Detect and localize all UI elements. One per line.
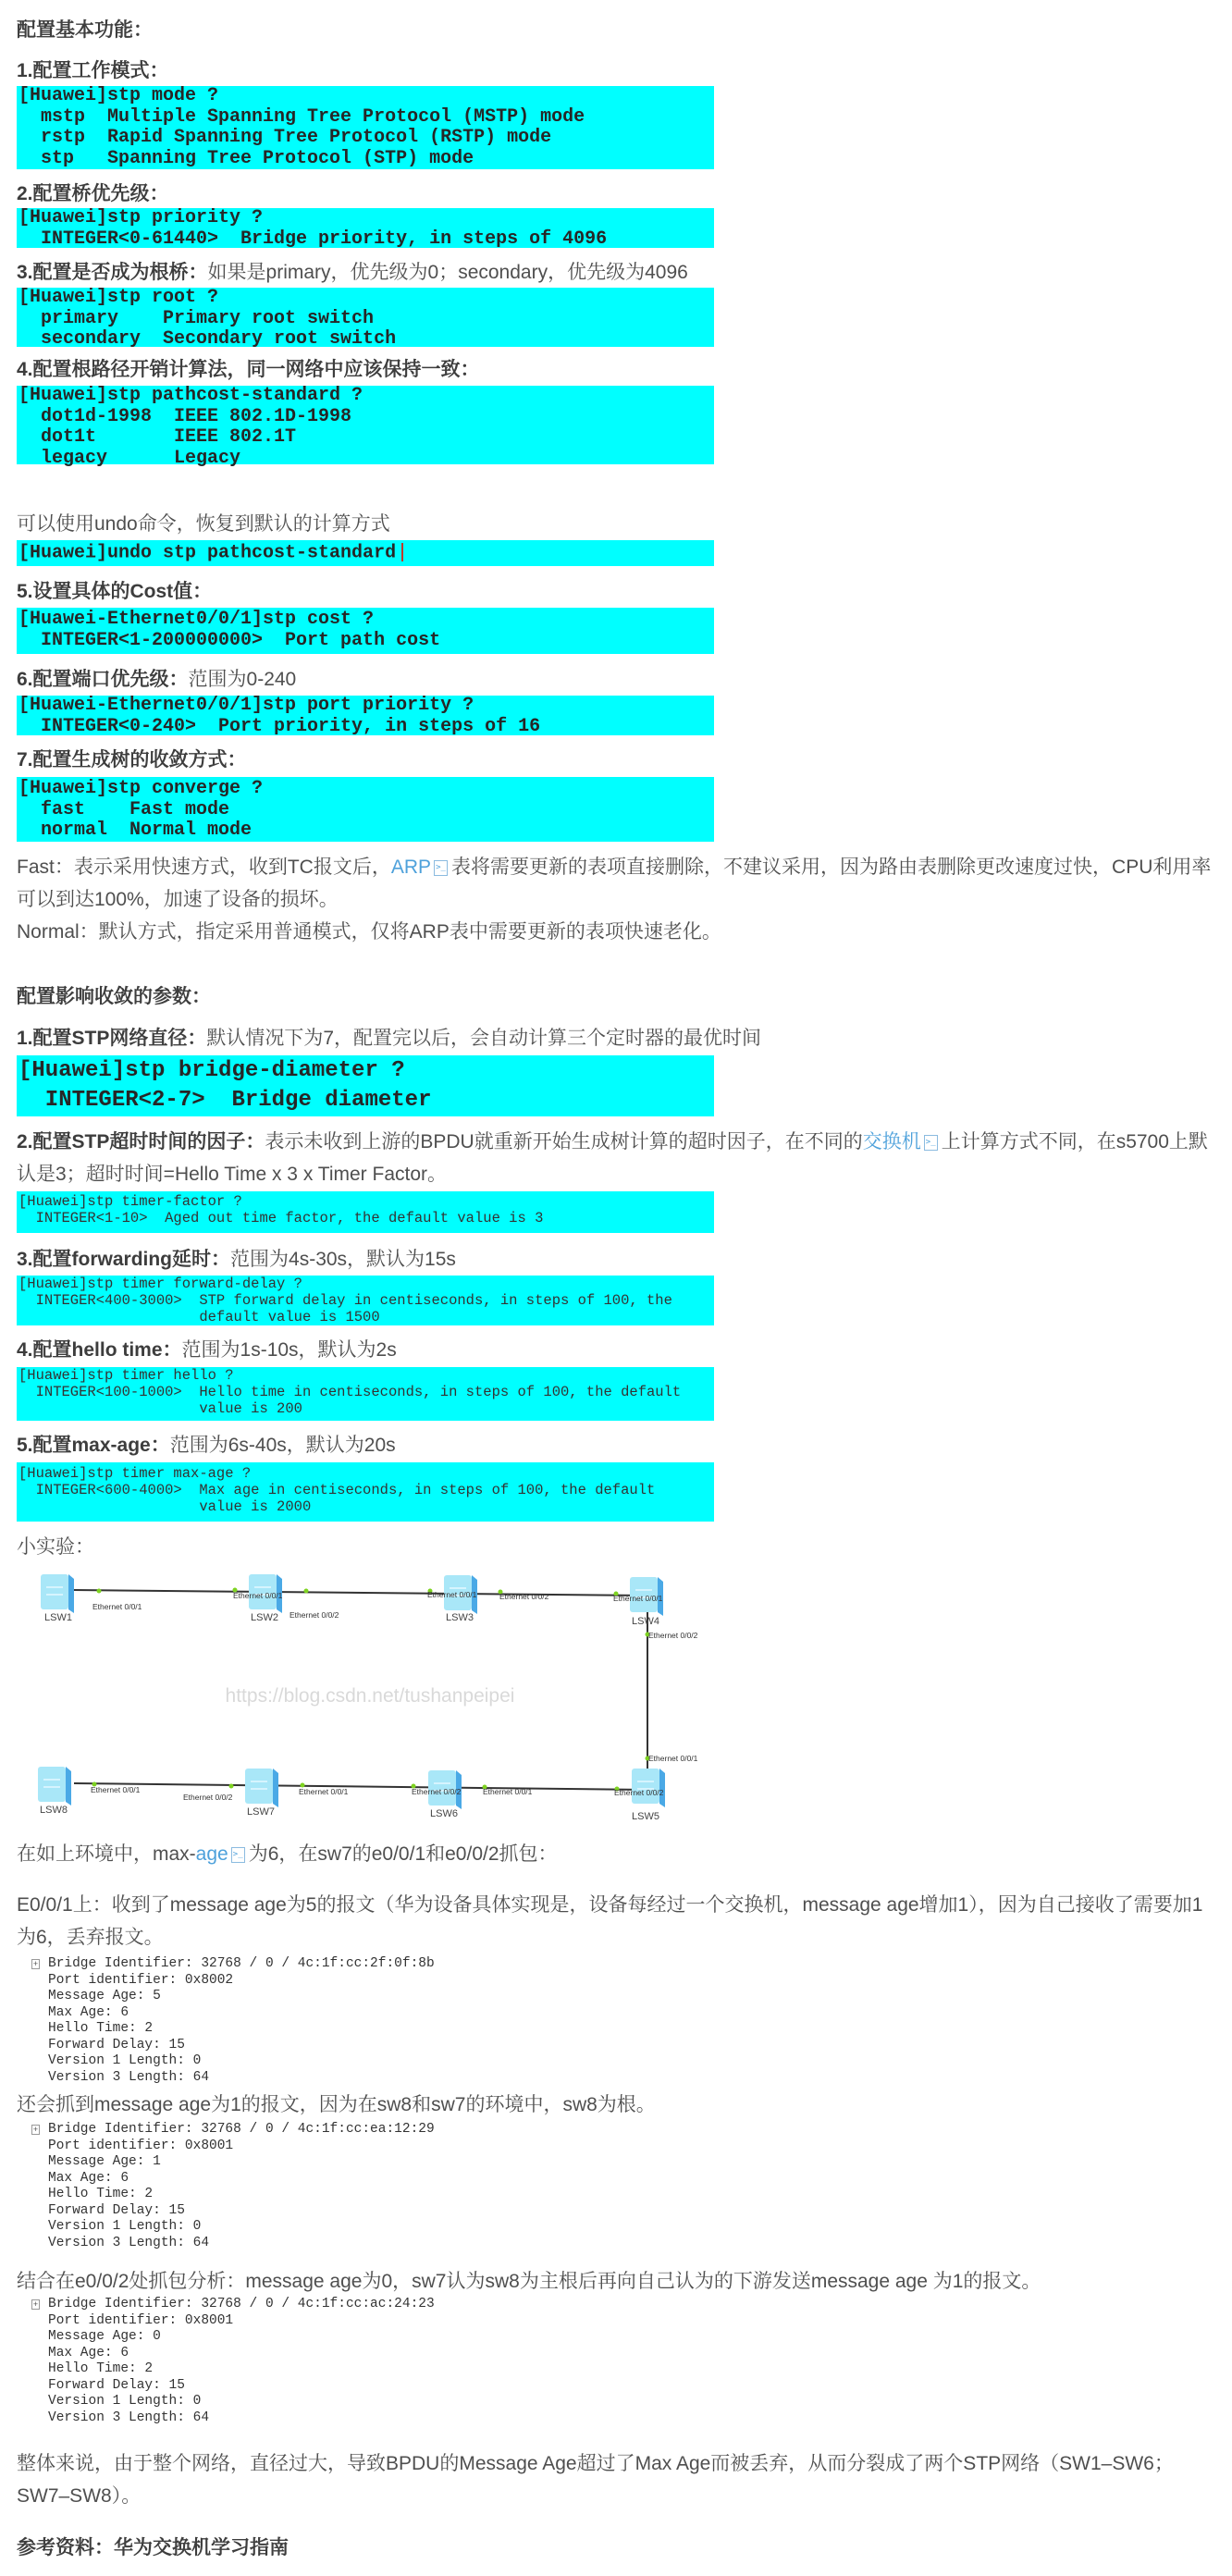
network-topology-diagram (0, 1563, 721, 1831)
code-line-text: rstp Rapid Spanning Tree Protocol (RSTP) mode (18, 127, 552, 148)
packet-field-text: Max Age: 6 (48, 2345, 129, 2360)
terminal-icon: >_ (231, 1847, 245, 1863)
code-line-text: INTEGER<0-61440> Bridge priority, in steps of 4096 (18, 228, 608, 250)
normal-mode-paragraph: Normal：默认方式，指定采用普通模式，仅将ARP表中需要更新的表项快速老化。 (17, 921, 721, 943)
code-line-text: [Huawei-Ethernet0/0/1]stp port priority ? (18, 695, 474, 716)
packet-field (31, 2154, 435, 2171)
heading-max-age: 5.配置max-age： (17, 1435, 170, 1456)
switch-node[interactable] (245, 1769, 278, 1818)
port-label: Ethernet 0/0/2 (614, 1788, 664, 1797)
code-line (18, 1086, 714, 1115)
code-line (18, 1400, 714, 1417)
port-label: Ethernet 0/0/1 (648, 1754, 698, 1763)
code-line-text: [Huawei-Ethernet0/0/1]stp cost ? (18, 609, 375, 630)
e001-paragraph: E0/0/1上：收到了message age为5的报文（华为设备具体实现是，设备每经过一个交换机，message age增加1），因为自己接收了需要加1为6，丢弃报文。 (17, 1894, 1203, 1948)
switch-label: LSW7 (247, 1806, 275, 1818)
switch-icon (38, 1767, 66, 1802)
code-line (18, 229, 714, 251)
packet-field-text: Message Age: 5 (48, 1989, 161, 2003)
network-link (74, 1590, 647, 1596)
code-line (18, 107, 714, 129)
packet-field-text: Version 3 Length: 64 (48, 2069, 210, 2085)
packet-field (31, 2410, 435, 2427)
packet-field-text: Version 1 Length: 0 (48, 2053, 202, 2068)
code-line-text: normal Normal mode (18, 820, 253, 841)
code-line-text: INTEGER<400-3000> STP forward delay in centiseconds, in steps of 100, the (18, 1292, 672, 1309)
switch-node[interactable] (41, 1574, 74, 1623)
heading-diameter: 1.配置STP网络直径： (17, 1028, 207, 1049)
port-dot (97, 1589, 102, 1594)
packet-field (31, 2053, 435, 2070)
packet-field-text: Bridge Identifier: 32768 / 0 / 4c:1f:cc:2f:0f:8b (48, 1956, 435, 1971)
packet-field (31, 1989, 435, 2005)
code-line-text: [Huawei]stp timer forward-delay ? (18, 1276, 302, 1292)
packet-field (31, 2297, 435, 2313)
packet-field-text: Forward Delay: 15 (48, 2202, 185, 2218)
code-block-port-priority (17, 696, 714, 735)
switch-label: LSW3 (446, 1612, 474, 1623)
code-line (18, 1056, 714, 1086)
code-line-text: fast Fast mode (18, 798, 230, 820)
heading-pathcost: 4.配置根路径开销计算法，同一网络中应该保持一致： (17, 359, 480, 380)
packet-detail-2 (31, 2122, 435, 2251)
packet-field (31, 1956, 435, 1973)
code-line-text: [Huawei]stp mode ? (18, 85, 219, 106)
code-line (18, 1292, 714, 1309)
heading-port-priority: 6.配置端口优先级： (17, 669, 189, 690)
text-cursor (401, 543, 403, 561)
switch-label: LSW1 (44, 1612, 72, 1623)
age-link[interactable]: age (195, 1843, 228, 1865)
code-line (18, 288, 714, 309)
code-block-diameter (17, 1055, 714, 1116)
code-line (18, 86, 714, 107)
code-line-text: INTEGER<0-240> Port priority, in steps of 16 (18, 715, 541, 737)
code-line-text: default value is 1500 (18, 1309, 380, 1325)
heading-root-bridge-row (17, 259, 688, 287)
heading-diameter-row (17, 1025, 761, 1053)
packet-field (31, 2038, 435, 2054)
timer-factor-text-rest: 上计算方式不同，在s5700上默认是3；超时时间=Hello Time x 3 x Timer Factor。 (17, 1131, 1208, 1185)
forward-delay-note: 范围为4s-30s，默认为15s (230, 1249, 456, 1270)
heading-root-bridge: 3.配置是否成为根桥： (17, 262, 208, 283)
port-label: Ethernet 0/0/1 (92, 1602, 142, 1611)
switch-icon (41, 1574, 68, 1609)
terminal-icon: >_ (434, 860, 448, 876)
heading-hello: 4.配置hello time： (17, 1339, 182, 1361)
code-line-text: [Huawei]stp priority ? (18, 207, 264, 228)
heading-cost: 5.设置具体的Cost值： (17, 581, 213, 602)
packet-field (31, 2313, 435, 2330)
diameter-note: 默认情况下为7，配置完以后，会自动计算三个定时器的最优时间 (206, 1028, 762, 1049)
code-line (18, 329, 714, 351)
fast-mode-paragraph (17, 851, 1219, 916)
code-line-text: value is 2000 (18, 1498, 312, 1515)
packet-field-text: Message Age: 1 (48, 2154, 161, 2169)
watermark: https://blog.csdn.net/tushanpeipei (225, 1685, 515, 1707)
expand-tree-icon[interactable]: + (32, 2300, 39, 2310)
environment-paragraph (17, 1841, 558, 1868)
port-label: Ethernet 0/0/1 (427, 1590, 477, 1599)
section-title-convergence: 配置影响收敛的参数： (17, 986, 211, 1007)
packet-field (31, 2187, 435, 2203)
packet-field-text: Forward Delay: 15 (48, 2377, 185, 2393)
root-bridge-note: 如果是primary，优先级为0；secondary，优先级为4096 (207, 262, 688, 283)
code-line-text: INTEGER<1-10> Aged out time factor, the default value is 3 (18, 1210, 544, 1226)
code-line-text: [Huawei]stp bridge-diameter ? (18, 1058, 405, 1083)
port-label: Ethernet 0/0/2 (648, 1631, 698, 1640)
terminal-icon: >_ (924, 1135, 938, 1151)
packet-field-text: Hello Time: 2 (48, 2187, 154, 2201)
packet-field (31, 2378, 435, 2395)
packet-field-text: Port identifier: 0x8001 (48, 2312, 234, 2328)
code-line (18, 427, 714, 449)
switch-label: LSW6 (430, 1808, 458, 1819)
heading-converge: 7.配置生成树的收敛方式： (17, 749, 247, 770)
hello-note: 范围为1s-10s，默认为2s (181, 1339, 397, 1361)
packet-field-text: Forward Delay: 15 (48, 2037, 185, 2052)
port-label: Ethernet 0/0/2 (499, 1592, 549, 1601)
experiment-title: 小实验： (17, 1536, 94, 1558)
heading-forward-delay: 3.配置forwarding延时： (17, 1249, 231, 1270)
packet-field-text: Bridge Identifier: 32768 / 0 / 4c:1f:cc:ea:12:29 (48, 2122, 435, 2137)
packet-field (31, 2219, 435, 2236)
port-label: Ethernet 0/0/1 (233, 1591, 283, 1600)
code-block-stp-priority (17, 208, 714, 248)
expand-tree-icon[interactable]: + (32, 1960, 39, 1969)
packet-detail-3 (31, 2297, 435, 2426)
code-line (18, 1309, 714, 1325)
network-link (74, 1783, 647, 1790)
heading-forward-delay-row (17, 1246, 456, 1274)
packet-field (31, 2236, 435, 2252)
heading-bridge-priority: 2.配置桥优先级： (17, 183, 169, 204)
environment-text: 在如上环境中，max- (17, 1843, 196, 1865)
undo-command: [Huawei]undo stp pathcost-standard (18, 542, 397, 564)
code-line-text: [Huawei]stp timer-factor ? (18, 1193, 242, 1210)
code-line-text: [Huawei]stp timer hello ? (18, 1367, 234, 1384)
packet-field-text: Bridge Identifier: 32768 / 0 / 4c:1f:cc:ac:24:23 (48, 2297, 435, 2311)
packet-field-text: Version 1 Length: 0 (48, 2394, 202, 2409)
code-line-text: stp Spanning Tree Protocol (STP) mode (18, 147, 474, 169)
code-line (18, 208, 714, 229)
port-dot (304, 1589, 309, 1594)
code-line-text: [Huawei]stp root ? (18, 287, 219, 308)
packet-field-text: Port identifier: 0x8002 (48, 1972, 234, 1988)
code-line-text: dot1t IEEE 802.1T (18, 426, 297, 448)
code-line-text: INTEGER<2-7> Bridge diameter (18, 1088, 432, 1113)
packet-field (31, 2171, 435, 2188)
heading-port-priority-row (17, 666, 296, 694)
code-line (18, 717, 714, 738)
heading-max-age-row (17, 1432, 396, 1460)
port-dot (229, 1784, 234, 1789)
code-line-text: INTEGER<1-200000000> Port path cost (18, 629, 441, 651)
code-line (18, 1465, 714, 1482)
packet-field (31, 2394, 435, 2410)
fast-text: Fast：表示采用快速方式，收到TC报文后， (17, 857, 391, 878)
reference-heading: 参考资料：华为交换机学习指南 (17, 2537, 289, 2558)
code-line (18, 1498, 714, 1515)
sw8-root-paragraph: 还会抓到message age为1的报文，因为在sw8和sw7的环境中，sw8为根。 (17, 2094, 656, 2115)
switch-icon (245, 1769, 273, 1804)
packet-field (31, 2329, 435, 2346)
timer-factor-text: 表示未收到上游的BPDU就重新开始生成树计算的超时因子，在不同的 (265, 1131, 863, 1152)
heading-timer-factor: 2.配置STP超时时间的因子： (17, 1131, 265, 1152)
packet-field (31, 2203, 435, 2220)
packet-field (31, 2361, 435, 2378)
code-line-text: INTEGER<100-1000> Hello time in centiseconds, in steps of 100, the default (18, 1384, 682, 1400)
arp-link[interactable]: ARP (390, 857, 432, 878)
code-line-text: dot1d-1998 IEEE 802.1D-1998 (18, 405, 352, 427)
packet-field-text: Version 1 Length: 0 (48, 2219, 202, 2234)
max-age-note: 范围为6s-40s，默认为20s (169, 1435, 396, 1456)
heading-hello-row (17, 1337, 397, 1364)
code-block-stp-root (17, 287, 714, 350)
code-block-pathcost (17, 385, 714, 469)
code-line-text: secondary Secondary root switch (18, 328, 397, 350)
packet-field (31, 2070, 435, 2087)
code-line-text: primary Primary root switch (18, 307, 375, 329)
code-line (18, 1193, 714, 1210)
code-line (18, 1210, 714, 1226)
code-line-text: [Huawei]stp pathcost-standard ? (18, 385, 363, 406)
code-block-timer-factor (17, 1191, 714, 1233)
environment-text-rest: 为6，在sw7的e0/0/1和e0/0/2抓包： (248, 1843, 558, 1865)
code-line (18, 820, 714, 842)
switch-icon (632, 1769, 659, 1804)
code-block-hello (17, 1367, 714, 1421)
section-title-basic: 配置基本功能： (17, 19, 153, 41)
packet-field-text: Max Age: 6 (48, 2004, 129, 2020)
port-label: Ethernet 0/0/1 (613, 1594, 663, 1603)
code-block-cost (17, 608, 714, 654)
code-block-undo (17, 540, 714, 566)
port-label: Ethernet 0/0/2 (183, 1793, 233, 1802)
combine-paragraph: 结合在e0/0/2处抓包分析：message age为0，sw7认为sw8为主根后再向自己认为的下游发送message age 为1的报文。 (17, 2271, 1041, 2292)
code-line (18, 309, 714, 330)
port-label: Ethernet 0/0/1 (299, 1787, 349, 1796)
code-line (18, 128, 714, 149)
switch-label: LSW4 (632, 1616, 659, 1627)
packet-field (31, 2021, 435, 2038)
switch-label: LSW8 (40, 1805, 68, 1816)
undo-note: 可以使用undo命令，恢复到默认的计算方式 (17, 513, 390, 535)
packet-field (31, 2138, 435, 2155)
code-line (18, 149, 714, 170)
code-line (18, 779, 714, 800)
fast-text-rest: 表将需要更新的表项直接删除，不建议采用，因为路由表删除更改速度过快，CPU利用率可以到达100%，加速了设备的损坏。 (17, 857, 1212, 910)
packet-field-text: Port identifier: 0x8001 (48, 2138, 234, 2153)
code-line (18, 1367, 714, 1384)
summary-paragraph: 整体来说，由于整个网络，直径过大，导致BPDU的Message Age超过了Max Age而被丢弃，从而分裂成了两个STP网络（SW1–SW6；SW7–SW8）。 (17, 2453, 1174, 2507)
port-priority-note: 范围为0-240 (188, 669, 297, 690)
packet-field-text: Version 3 Length: 64 (48, 2235, 210, 2250)
packet-field-text: Message Age: 0 (48, 2329, 161, 2344)
code-line-text: INTEGER<600-4000> Max age in centiseconds, in steps of 100, the default (18, 1482, 656, 1498)
code-block-forward-delay (17, 1276, 714, 1325)
code-line-text: value is 200 (18, 1400, 302, 1417)
code-block-stp-mode (17, 86, 714, 169)
packet-field-text: Hello Time: 2 (48, 2361, 154, 2376)
code-line (18, 407, 714, 428)
port-label: Ethernet 0/0/2 (412, 1787, 462, 1796)
code-line (18, 449, 714, 470)
timer-factor-paragraph (17, 1126, 1219, 1190)
expand-tree-icon[interactable]: + (32, 2126, 39, 2135)
packet-field (31, 2122, 435, 2138)
switch-label: LSW2 (251, 1612, 278, 1623)
port-label: Ethernet 0/0/1 (483, 1787, 533, 1796)
switch-label: LSW5 (632, 1811, 659, 1822)
port-label: Ethernet 0/0/1 (91, 1785, 141, 1794)
switch-node[interactable] (38, 1767, 71, 1816)
code-line-text: legacy Legacy (18, 447, 241, 469)
code-line-text: mstp Multiple Spanning Tree Protocol (MSTP) mode (18, 105, 585, 128)
code-line (18, 610, 714, 631)
code-block-max-age (17, 1462, 714, 1522)
switch-node[interactable] (444, 1575, 477, 1623)
code-line (18, 631, 714, 652)
code-line (18, 696, 714, 717)
switch-link[interactable]: 交换机 (862, 1131, 921, 1152)
code-line-text: [Huawei]stp converge ? (18, 778, 264, 799)
code-line (18, 1482, 714, 1498)
packet-field (31, 2346, 435, 2362)
heading-work-mode: 1.配置工作模式： (17, 60, 169, 81)
code-line (18, 1384, 714, 1400)
packet-field (31, 2005, 435, 2022)
code-block-converge (17, 777, 714, 842)
packet-field-text: Version 3 Length: 64 (48, 2410, 210, 2425)
packet-field (31, 1973, 435, 1990)
code-line (18, 386, 714, 407)
packet-detail-1 (31, 1956, 435, 2086)
code-line (18, 1276, 714, 1292)
code-line (18, 800, 714, 821)
packet-field-text: Hello Time: 2 (48, 2021, 154, 2036)
code-line-text: [Huawei]stp timer max-age ? (18, 1465, 252, 1482)
packet-field-text: Max Age: 6 (48, 2170, 129, 2186)
port-label: Ethernet 0/0/2 (290, 1610, 339, 1620)
